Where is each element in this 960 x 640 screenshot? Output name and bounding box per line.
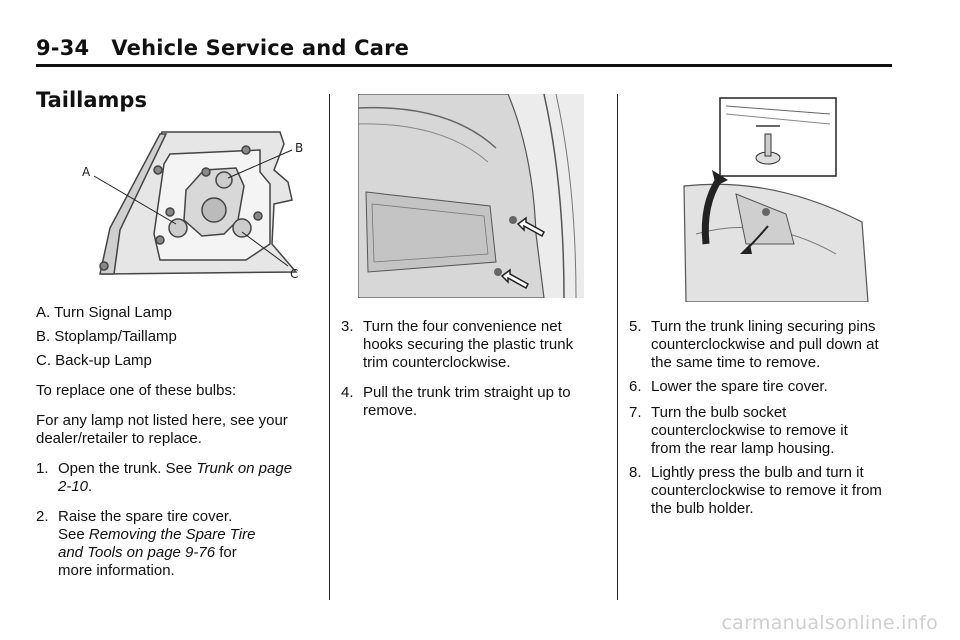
column-divider-1 (329, 94, 330, 600)
cross-reference-link[interactable]: Trunk on page 2-10 (58, 460, 293, 495)
step-text: Pull the trunk trim straight up to remove. (363, 384, 571, 419)
legend-item-c: C. Back-up Lamp (36, 352, 152, 369)
trunk-trim-illustration (358, 94, 584, 298)
step-number: 2. (36, 508, 49, 525)
step-number: 6. (629, 378, 642, 395)
watermark-footer: carmanualsonline.info (721, 612, 938, 634)
cross-reference-link[interactable]: Removing the Spare Tire and Tools on page 9-76 (58, 526, 256, 561)
label-c: C (290, 267, 299, 281)
step-number: 5. (629, 318, 642, 335)
step-text: Lower the spare tire cover. (651, 378, 828, 395)
step-number: 4. (341, 384, 354, 401)
step-4 (341, 384, 601, 420)
step-text: Open the trunk. See (58, 460, 197, 477)
step-text: Turn the four convenience net hooks securing the plastic trunk trim counterclockwise. (363, 318, 574, 371)
legend-item-b: B. Stoplamp/Taillamp (36, 328, 177, 345)
taillamp-diagram (74, 124, 310, 288)
intro-text: To replace one of these bulbs: (36, 382, 237, 399)
column-divider-2 (617, 94, 618, 600)
step-text-end: . (88, 478, 93, 495)
note-text: For any lamp not listed here, see your dealer/retailer to replace. (36, 412, 288, 447)
step-5 (629, 318, 897, 372)
step-text: Lightly press the bulb and turn it counterclockwise to remove it from the bulb holder. (651, 464, 882, 517)
step-text: Turn the bulb socket counterclockwise to remove it from the rear lamp housing. (651, 404, 848, 457)
step-text: Turn the trunk lining securing pins counterclockwise and pull down at the same time to remove. (651, 318, 879, 371)
section-title: Taillamps (36, 88, 147, 112)
page-number: 9-34 (36, 36, 90, 60)
step-text-end: for more information. (58, 544, 237, 579)
label-b: B (295, 141, 304, 155)
step-1 (36, 460, 296, 496)
step-3 (341, 318, 601, 372)
step-number: 8. (629, 464, 642, 481)
header-rule (36, 64, 892, 67)
step-2 (36, 508, 262, 580)
lining-pin-illustration (676, 94, 872, 302)
legend-item-a: A. Turn Signal Lamp (36, 304, 172, 321)
page-header (36, 36, 892, 60)
chapter-title: Vehicle Service and Care (111, 36, 410, 60)
step-text: Raise the spare tire cover. See (58, 508, 233, 543)
step-number: 3. (341, 318, 354, 335)
step-number: 1. (36, 460, 49, 477)
step-8 (629, 464, 897, 518)
label-a: A (82, 165, 91, 179)
step-6 (629, 378, 897, 396)
step-7 (629, 404, 869, 458)
step-number: 7. (629, 404, 642, 421)
